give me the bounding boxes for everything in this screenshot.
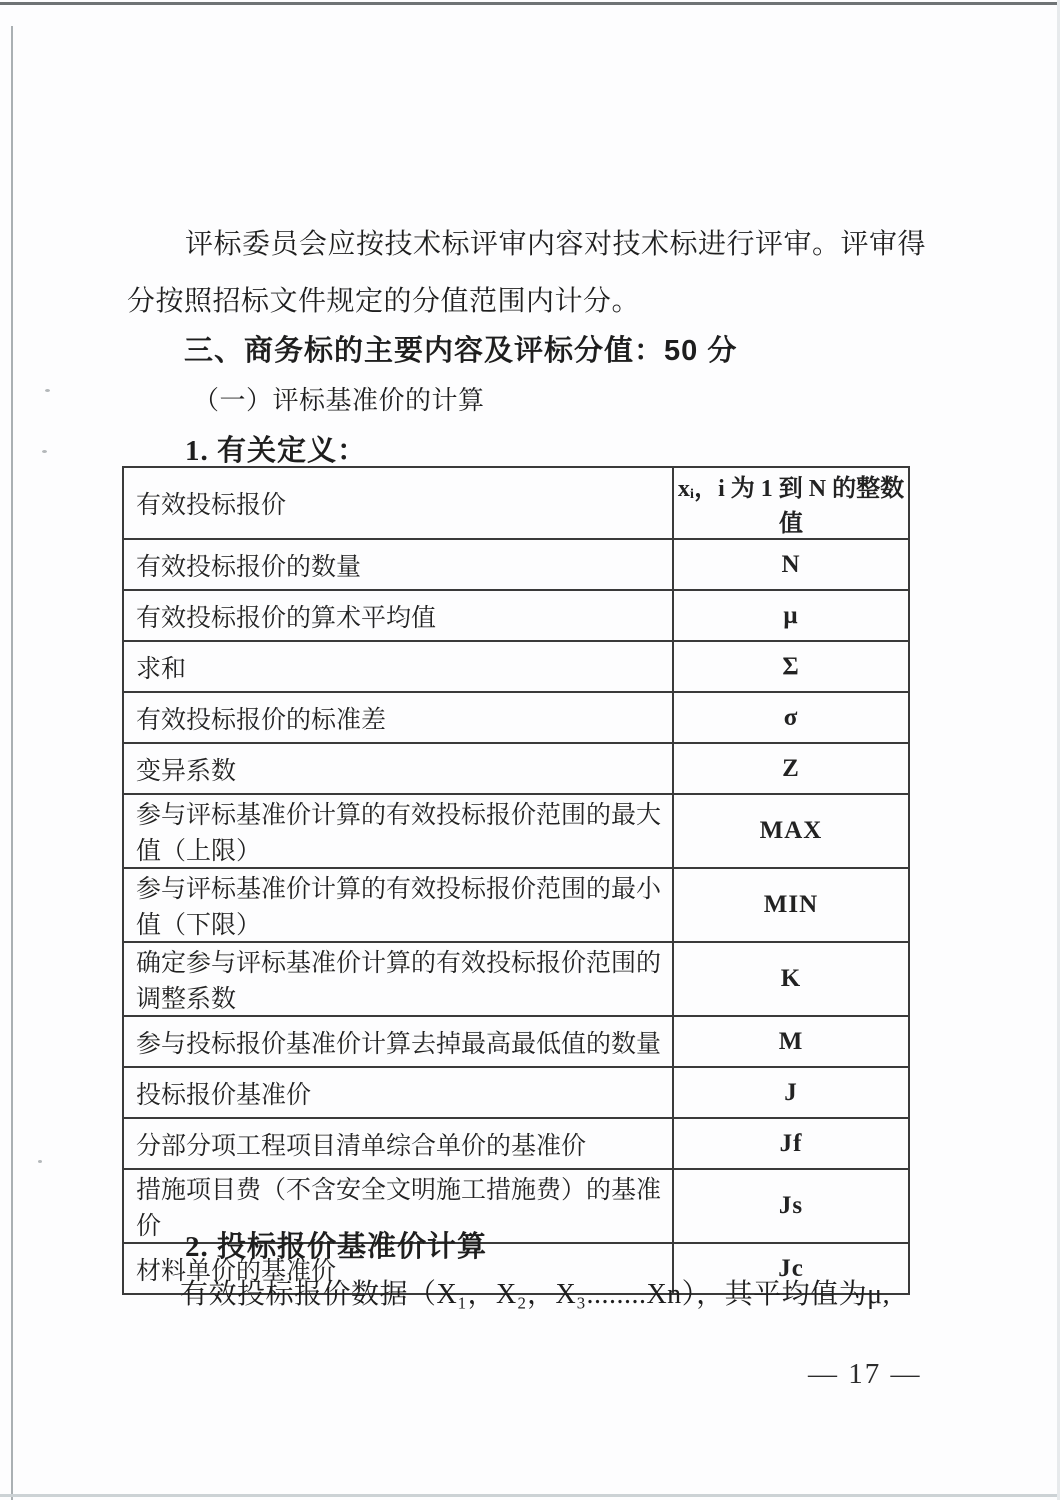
term-cell: 求和: [123, 641, 673, 692]
table-row: [123, 467, 909, 539]
item-1-heading: 1. 有关定义：: [185, 435, 368, 467]
term-cell: 有效投标报价的算术平均值: [123, 590, 673, 641]
term-cell: 措施项目费（不含安全文明施工措施费）的基准价: [123, 1169, 673, 1243]
page-number: — 17 —: [808, 1358, 922, 1390]
table-row: [123, 868, 909, 942]
formula-paragraph: 有效投标报价数据（X₁，X₂，X₃........Xn），其平均值为μ,: [180, 1279, 891, 1310]
term-cell: 分部分项工程项目清单综合单价的基准价: [123, 1118, 673, 1169]
term-cell: 有效投标报价的数量: [123, 539, 673, 590]
table-row: [123, 692, 909, 743]
scan-edge-top: [0, 2, 1060, 5]
sub-heading: （一）评标基准价的计算: [193, 386, 485, 415]
scan-speck: [42, 450, 47, 453]
table-row: [123, 1067, 909, 1118]
table-row: [123, 794, 909, 868]
symbol-cell: N: [673, 539, 909, 590]
term-cell: 投标报价基准价: [123, 1067, 673, 1118]
symbol-cell: xᵢ，i 为 1 到 N 的整数值: [673, 467, 909, 539]
term-cell: 参与评标基准价计算的有效投标报价范围的最小值（下限）: [123, 868, 673, 942]
term-cell: 变异系数: [123, 743, 673, 794]
table-row: [123, 641, 909, 692]
term-cell: 有效投标报价的标准差: [123, 692, 673, 743]
term-cell: 参与评标基准价计算的有效投标报价范围的最大值（上限）: [123, 794, 673, 868]
table-row: [123, 539, 909, 590]
symbol-cell: μ: [673, 590, 909, 641]
item-2-heading: 2. 投标报价基准价计算: [185, 1231, 488, 1263]
symbol-cell: Jc: [673, 1243, 909, 1294]
scan-edge-bottom: [0, 1494, 1060, 1497]
symbol-cell: K: [673, 942, 909, 1016]
term-cell: 参与投标报价基准价计算去掉最高最低值的数量: [123, 1016, 673, 1067]
paragraph-line-2: 分按照招标文件规定的分值范围内计分。: [127, 286, 641, 317]
scan-speck: [38, 1160, 42, 1163]
table-row: [123, 1118, 909, 1169]
table-row: [123, 743, 909, 794]
symbol-cell: M: [673, 1016, 909, 1067]
symbol-cell: MAX: [673, 794, 909, 868]
symbol-cell: Js: [673, 1169, 909, 1243]
symbol-cell: J: [673, 1067, 909, 1118]
scan-edge-left: [11, 26, 13, 1500]
definitions-table: [122, 466, 910, 1295]
term-cell: 有效投标报价: [123, 467, 673, 539]
symbol-cell: Z: [673, 743, 909, 794]
section-heading: 三、商务标的主要内容及评标分值：50 分: [184, 335, 738, 367]
symbol-cell: MIN: [673, 868, 909, 942]
symbol-cell: Jf: [673, 1118, 909, 1169]
table-row: [123, 1016, 909, 1067]
table-row: [123, 590, 909, 641]
table-row: [123, 942, 909, 1016]
term-cell: 确定参与评标基准价计算的有效投标报价范围的调整系数: [123, 942, 673, 1016]
symbol-cell: σ: [673, 692, 909, 743]
symbol-cell: Σ: [673, 641, 909, 692]
paragraph-line-1: 评标委员会应按技术标评审内容对技术标进行评审。评审得: [185, 229, 927, 260]
term-cell: 材料单价的基准价: [123, 1243, 673, 1294]
scan-speck: [45, 389, 50, 392]
